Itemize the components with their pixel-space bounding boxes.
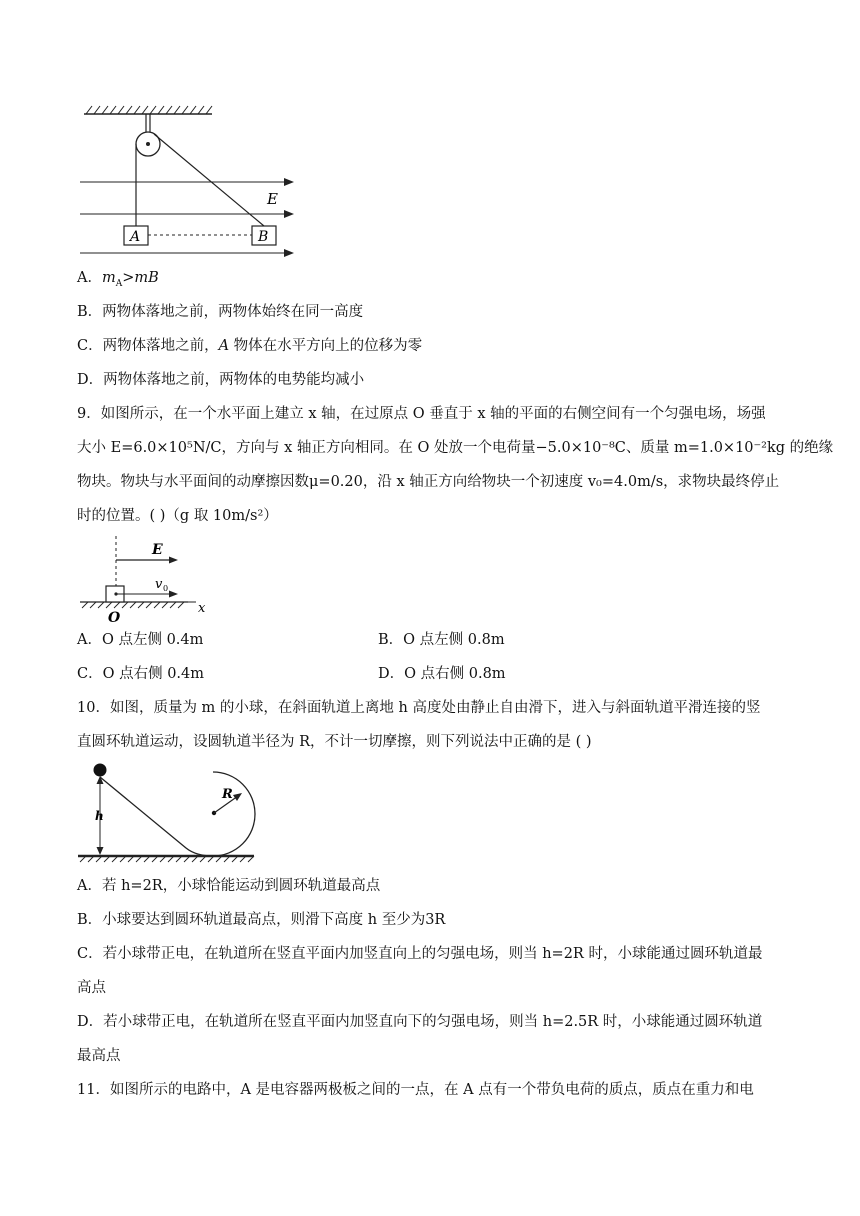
q9-option-a: A．O 点左侧 0.4m	[77, 632, 204, 648]
q10-option-d-line1: D．若小球带正电，在轨道所在竖直平面内加竖直向下的匀强电场，则当 h=2.5R 时，小球能通过圆环轨道	[77, 1014, 763, 1030]
q8-label-a: A	[130, 229, 141, 245]
q9-stem-line2: 大小 E=6.0×10⁵N/C，方向与 x 轴正方向相同。在 O 处放一个电荷量−5.0×10⁻⁸C、质量 m=1.0×10⁻²kg 的绝缘	[77, 440, 834, 456]
q10-stem-line2: 直圆环轨道运动，设圆轨道半径为 R，不计一切摩擦，则下列说法中正确的是 ( )	[77, 734, 592, 750]
q8-option-a-rest: >mB	[122, 270, 159, 286]
q9-stem-line3: 物块。物块与水平面间的动摩擦因数μ=0.20，沿 x 轴正方向给物块一个初速度 v₀=4.0m/s，求物块最终停止	[77, 474, 780, 490]
q10-option-c-line1: C．若小球带正电，在轨道所在竖直平面内加竖直向上的匀强电场，则当 h=2R 时，小球能通过圆环轨道最	[77, 946, 763, 962]
q8-option-c	[77, 336, 422, 356]
q8-figure	[76, 104, 300, 260]
q10-option-b: B．小球要达到圆环轨道最高点，则滑下高度 h 至少为3R	[77, 912, 446, 928]
q11-stem-line1: 11．如图所示的电路中，A 是电容器两极板之间的一点，在 A 点有一个带负电荷的质点，质点在重力和电	[77, 1082, 754, 1098]
q8-option-d: D．两物体落地之前，两物体的电势能均减小	[77, 372, 365, 388]
q10-option-c-line2: 高点	[77, 980, 106, 996]
q8-option-c-pre: C．两物体落地之前，	[77, 338, 219, 354]
q9-label-e: E	[152, 542, 163, 558]
q9-stem-line4: 时的位置。( )（g 取 10m/s²）	[77, 508, 278, 524]
q8-option-a	[77, 268, 159, 294]
q8-option-a-sub: A	[115, 278, 123, 289]
q9-option-d: D．O 点右侧 0.8m	[378, 666, 506, 682]
q8-label-e: E	[267, 190, 278, 208]
q8-option-a-m: m	[101, 270, 116, 286]
q10-label-r: R	[222, 787, 233, 802]
q8-option-a-prefix: A．	[77, 270, 102, 286]
q10-option-a: A．若 h=2R，小球恰能运动到圆环轨道最高点	[77, 878, 381, 894]
q8-option-c-post: 物体在水平方向上的位移为零	[229, 338, 423, 354]
q9-label-o: O	[108, 610, 121, 624]
q8-option-c-var: A	[218, 338, 230, 354]
q9-option-b: B．O 点左侧 0.8m	[378, 632, 505, 648]
q10-option-d-line2: 最高点	[77, 1048, 121, 1064]
q8-option-b: B．两物体落地之前，两物体始终在同一高度	[77, 304, 364, 320]
q9-label-v: v	[155, 577, 163, 592]
q9-label-x: x	[198, 601, 206, 616]
q10-label-h: h	[95, 809, 104, 823]
q9-label-v-sub: 0	[163, 584, 169, 593]
q9-stem-line1: 9．如图所示，在一个水平面上建立 x 轴，在过原点 O 垂直于 x 轴的平面的右侧空间有一个匀强电场，场强	[77, 406, 766, 422]
q10-figure	[76, 760, 258, 864]
q9-figure	[76, 532, 216, 624]
q9-option-c: C．O 点右侧 0.4m	[77, 666, 205, 682]
q8-label-b: B	[258, 229, 269, 245]
q10-stem-line1: 10．如图，质量为 m 的小球，在斜面轨道上离地 h 高度处由静止自由滑下，进入与斜面轨道平滑连接的竖	[77, 700, 761, 716]
